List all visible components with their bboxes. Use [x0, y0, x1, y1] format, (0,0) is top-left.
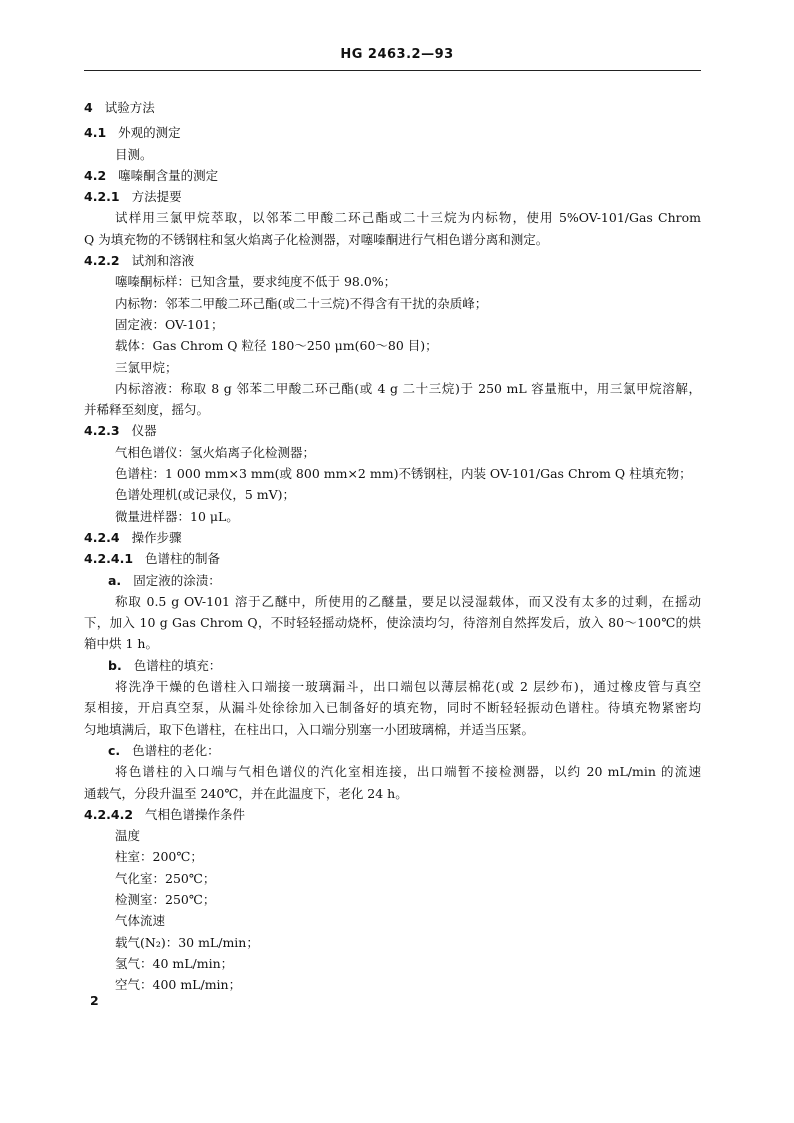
section-number: 4.2.2 — [84, 253, 120, 269]
document-body — [84, 97, 701, 995]
section-heading — [84, 97, 701, 118]
section-title: 色谱柱的制备 — [145, 551, 221, 567]
paragraph-line: 目测。 — [115, 146, 153, 162]
page-number: 2 — [90, 993, 99, 1008]
paragraph-line: 试样用三氯甲烷萃取，以邻苯二甲酸二环己酯或二十三烷为内标物，使用 5%OV-101/Gas Chrom — [115, 210, 701, 226]
section-heading — [84, 122, 701, 143]
section-title: 气相色谱操作条件 — [145, 806, 246, 822]
paragraph-line: 气化室：250℃； — [115, 870, 216, 886]
paragraph-line: 微量进样器：10 μL。 — [115, 508, 239, 524]
section-number: 4.2.1 — [84, 189, 120, 205]
paragraph-line: 噻嗪酮标样：已知含量，要求纯度不低于 98.0%； — [115, 274, 397, 290]
paragraph-line: 将色谱柱的入口端与气相色谱仪的汽化室相连接，出口端暂不接检测器，以约 20 mL/min 的流速 — [115, 764, 701, 780]
paragraph-line: 空气：400 mL/min； — [115, 977, 242, 993]
paragraph-line: 通载气，分段升温至 240℃，并在此温度下，老化 24 h。 — [84, 785, 408, 801]
section-title: 方法提要 — [131, 189, 182, 205]
section-number: 4.2 — [84, 167, 107, 183]
paragraph-line: 箱中烘 1 h。 — [84, 636, 158, 652]
section-heading — [84, 548, 701, 569]
section-title: 试验方法 — [104, 100, 155, 115]
paragraph-line: 将洗净干燥的色谱柱入口端接一玻璃漏斗，出口端包以薄层棉花(或 2 层纱布)，通过橡皮管与真空 — [115, 679, 701, 695]
paragraph-line: 称取 0.5 g OV-101 溶于乙醚中，所使用的乙醚量，要足以浸湿载体，而又没有太多的过剩，在摇动 — [115, 593, 701, 609]
subsection-heading — [84, 740, 701, 761]
paragraph-line: 温度 — [115, 828, 141, 844]
section-heading — [84, 804, 701, 825]
section-number: 4.2.4.2 — [84, 806, 134, 822]
subsection-heading — [84, 570, 701, 591]
paragraph-line: 下，加入 10 g Gas Chrom Q，不时轻轻摇动烧杯，使涂渍均匀，待溶剂自然挥发后，放入 80～100℃的烘 — [84, 615, 701, 631]
section-title: 试剂和溶液 — [131, 253, 195, 269]
section-number: 4.1 — [84, 125, 107, 141]
section-title: 外观的测定 — [118, 125, 181, 141]
section-number: 4 — [84, 100, 93, 115]
subsection-heading — [84, 655, 701, 676]
paragraph-line: 载体：Gas Chrom Q 粒径 180～250 μm(60～80 目)； — [115, 338, 438, 354]
paragraph-line: Q 为填充物的不锈钢柱和氢火焰离子化检测器，对噻嗪酮进行气相色谱分离和测定。 — [84, 231, 549, 247]
subsection-letter: a. — [108, 572, 122, 588]
paragraph-line: 气体流速 — [115, 913, 166, 929]
subsection-title: 固定液的涂渍： — [133, 572, 221, 588]
section-number: 4.2.3 — [84, 423, 120, 439]
paragraph-line: 柱室：200℃； — [115, 849, 203, 865]
section-heading — [84, 250, 701, 271]
section-number: 4.2.4.1 — [84, 551, 134, 567]
paragraph-line: 色谱柱：1 000 mm×3 mm(或 800 mm×2 mm)不锈钢柱，内装 OV-101/Gas Chrom Q 柱填充物； — [115, 466, 692, 482]
paragraph-line: 三氯甲烷； — [115, 359, 178, 375]
paragraph-line: 色谱处理机(或记录仪，5 mV)； — [115, 487, 296, 503]
subsection-title: 色谱柱的填充： — [133, 657, 222, 673]
section-number: 4.2.4 — [84, 529, 120, 545]
section-heading — [84, 420, 701, 441]
paragraph-line: 检测室：250℃； — [115, 891, 216, 907]
section-title: 操作步骤 — [131, 529, 182, 545]
section-heading — [84, 527, 701, 548]
paragraph-line: 泵相接，开启真空泵，从漏斗处徐徐加入已制备好的填充物，同时不断轻轻振动色谱柱。待填充物紧密均 — [84, 700, 701, 716]
paragraph-line: 气相色谱仪：氢火焰离子化检测器； — [115, 444, 316, 460]
section-heading — [84, 186, 701, 207]
paragraph-line: 氢气：40 mL/min； — [115, 955, 234, 971]
section-title: 噻嗪酮含量的测定 — [118, 167, 219, 183]
document-code-header: HG 2463.2—93 — [340, 47, 454, 62]
paragraph-line: 内标溶液：称取 8 g 邻苯二甲酸二环己酯(或 4 g 二十三烷)于 250 mL 容量瓶中，用三氯甲烷溶解， — [115, 380, 701, 396]
paragraph-line: 匀地填满后，取下色谱柱，在柱出口，入口端分别塞一小团玻璃棉，并适当压紧。 — [84, 721, 535, 737]
subsection-letter: c. — [108, 742, 121, 758]
header-divider — [84, 70, 701, 71]
paragraph-line: 内标物：邻苯二甲酸二环己酯(或二十三烷)不得含有干扰的杂质峰； — [115, 295, 488, 311]
paragraph-line: 并稀释至刻度，摇匀。 — [84, 402, 210, 418]
paragraph-line: 载气(N₂)：30 mL/min； — [115, 934, 259, 950]
section-title: 仪器 — [131, 423, 157, 439]
subsection-title: 色谱柱的老化： — [132, 742, 220, 758]
subsection-letter: b. — [108, 657, 122, 673]
section-heading — [84, 165, 701, 186]
paragraph-line: 固定液：OV-101； — [115, 316, 224, 332]
